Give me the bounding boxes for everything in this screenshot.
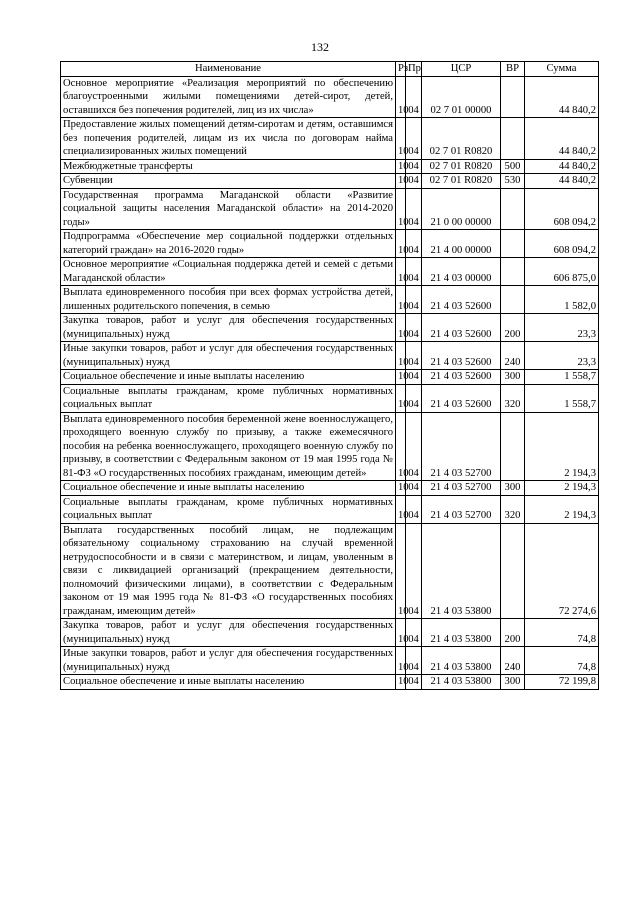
row-sum: 74,8 [525, 619, 599, 647]
row-rz: 10 [396, 675, 406, 690]
row-csr: 21 4 03 52600 [422, 384, 501, 412]
row-vr: 200 [501, 314, 525, 342]
row-name: Субвенции [61, 174, 396, 189]
row-csr: 02 7 01 R0820 [422, 118, 501, 160]
table-row [61, 118, 599, 160]
table-row [61, 370, 599, 385]
row-rz: 10 [396, 118, 406, 160]
row-rz: 10 [396, 481, 406, 496]
row-vr: 530 [501, 174, 525, 189]
row-name: Социальные выплаты гражданам, кроме публичных нормативных социальных выплат [61, 384, 396, 412]
row-vr: 300 [501, 481, 525, 496]
row-name: Социальное обеспечение и иные выплаты населению [61, 675, 396, 690]
row-name: Выплата единовременного пособия беременной жене военнослужащего, проходящего военную службу по призыву, а также ежемесячного пособия на ребенка военнослужащего, проходящего военную службу по призыву, в соответствии с Федеральным законом от 19 мая 1995 года № 81-ФЗ «О государственных пособиях гражданам, имеющим детей» [61, 412, 396, 481]
row-csr: 21 4 03 52700 [422, 412, 501, 481]
row-sum: 44 840,2 [525, 174, 599, 189]
row-name: Социальное обеспечение и иные выплаты населению [61, 481, 396, 496]
row-vr: 240 [501, 647, 525, 675]
row-rz: 10 [396, 230, 406, 258]
row-csr: 21 4 03 00000 [422, 258, 501, 286]
row-sum: 1 582,0 [525, 286, 599, 314]
row-pr: 04 [406, 342, 422, 370]
row-sum: 23,3 [525, 314, 599, 342]
row-rz: 10 [396, 258, 406, 286]
row-csr: 21 4 00 00000 [422, 230, 501, 258]
row-vr [501, 412, 525, 481]
table-row [61, 495, 599, 523]
row-csr: 21 4 03 52600 [422, 370, 501, 385]
row-csr: 21 4 03 53800 [422, 647, 501, 675]
table-row [61, 384, 599, 412]
row-sum: 23,3 [525, 342, 599, 370]
row-sum: 608 094,2 [525, 230, 599, 258]
row-rz: 10 [396, 174, 406, 189]
row-pr: 04 [406, 412, 422, 481]
row-csr: 21 4 03 52600 [422, 314, 501, 342]
row-csr: 21 0 00 00000 [422, 188, 501, 230]
row-csr: 21 4 03 52700 [422, 481, 501, 496]
row-sum: 44 840,2 [525, 159, 599, 174]
row-pr: 04 [406, 523, 422, 619]
row-sum: 2 194,3 [525, 481, 599, 496]
page-number: 132 [311, 40, 329, 54]
table-row [61, 647, 599, 675]
row-sum: 72 274,6 [525, 523, 599, 619]
row-rz: 10 [396, 412, 406, 481]
row-pr: 04 [406, 286, 422, 314]
table-row [61, 314, 599, 342]
row-name: Предоставление жилых помещений детям-сиротам и детям, оставшимся без попечения родителей, лицам из их числа по договорам найма специализированных жилых помещений [61, 118, 396, 160]
row-rz: 10 [396, 370, 406, 385]
header-pr: Пр [406, 62, 422, 77]
row-name: Подпрограмма «Обеспечение мер социальной поддержки отдельных категорий граждан» на 2016-2020 годы» [61, 230, 396, 258]
row-csr: 21 4 03 53800 [422, 619, 501, 647]
row-rz: 10 [396, 523, 406, 619]
row-vr [501, 230, 525, 258]
row-pr: 04 [406, 174, 422, 189]
table-row [61, 188, 599, 230]
table-row [61, 286, 599, 314]
row-pr: 04 [406, 159, 422, 174]
row-sum: 74,8 [525, 647, 599, 675]
row-vr: 320 [501, 384, 525, 412]
row-pr: 04 [406, 481, 422, 496]
table-row [61, 159, 599, 174]
row-pr: 04 [406, 188, 422, 230]
row-name: Социальные выплаты гражданам, кроме публичных нормативных социальных выплат [61, 495, 396, 523]
row-pr: 04 [406, 647, 422, 675]
budget-table [60, 61, 599, 690]
row-pr: 04 [406, 619, 422, 647]
table-row [61, 258, 599, 286]
row-rz: 10 [396, 647, 406, 675]
table-row [61, 412, 599, 481]
row-vr [501, 523, 525, 619]
header-name: Наименование [61, 62, 396, 77]
table-row [61, 76, 599, 118]
row-name: Иные закупки товаров, работ и услуг для обеспечения государственных (муниципальных) нужд [61, 647, 396, 675]
table-row [61, 675, 599, 690]
header-csr: ЦСР [422, 62, 501, 77]
row-name: Основное мероприятие «Социальная поддержка детей и семей с детьми Магаданской области» [61, 258, 396, 286]
table-header-row [61, 62, 599, 77]
row-rz: 10 [396, 314, 406, 342]
header-sum: Сумма [525, 62, 599, 77]
row-rz: 10 [396, 342, 406, 370]
row-pr: 04 [406, 675, 422, 690]
row-sum: 2 194,3 [525, 412, 599, 481]
row-name: Социальное обеспечение и иные выплаты населению [61, 370, 396, 385]
table-row [61, 481, 599, 496]
row-pr: 04 [406, 314, 422, 342]
table-row [61, 523, 599, 619]
table-row [61, 342, 599, 370]
row-csr: 02 7 01 R0820 [422, 159, 501, 174]
row-rz: 10 [396, 286, 406, 314]
row-vr: 240 [501, 342, 525, 370]
row-rz: 10 [396, 619, 406, 647]
row-csr: 02 7 01 00000 [422, 76, 501, 118]
table-row [61, 174, 599, 189]
row-name: Государственная программа Магаданской области «Развитие социальной защиты населения Магаданской области» на 2014-2020 годы» [61, 188, 396, 230]
row-vr [501, 258, 525, 286]
row-vr: 200 [501, 619, 525, 647]
row-pr: 04 [406, 258, 422, 286]
row-csr: 21 4 03 52700 [422, 495, 501, 523]
row-sum: 72 199,8 [525, 675, 599, 690]
row-sum: 1 558,7 [525, 370, 599, 385]
row-pr: 04 [406, 370, 422, 385]
row-csr: 21 4 03 52600 [422, 342, 501, 370]
row-name: Закупка товаров, работ и услуг для обеспечения государственных (муниципальных) нужд [61, 619, 396, 647]
row-name: Иные закупки товаров, работ и услуг для обеспечения государственных (муниципальных) нужд [61, 342, 396, 370]
row-vr: 300 [501, 675, 525, 690]
row-pr: 04 [406, 76, 422, 118]
row-rz: 10 [396, 188, 406, 230]
row-vr [501, 188, 525, 230]
row-vr: 320 [501, 495, 525, 523]
row-name: Закупка товаров, работ и услуг для обеспечения государственных (муниципальных) нужд [61, 314, 396, 342]
row-sum: 44 840,2 [525, 76, 599, 118]
row-vr: 500 [501, 159, 525, 174]
header-vr: ВР [501, 62, 525, 77]
row-name: Выплата государственных пособий лицам, не подлежащим обязательному социальному страхованию на случай временной нетрудоспособности и в связи с материнством, и лицам, уволенным в связи с ликвидацией организаций (прекращением деятельности, полномочий физическими лицами), в соответствии с Федеральным законом от 19 мая 1995 года № 81-ФЗ «О государственных пособиях гражданам, имеющим детей» [61, 523, 396, 619]
row-name: Основное мероприятие «Реализация мероприятий по обеспечению благоустроенными жилыми помещениями детей-сирот, детей, оставшихся без попечения родителей, лиц из их числа» [61, 76, 396, 118]
row-sum: 44 840,2 [525, 118, 599, 160]
row-vr [501, 118, 525, 160]
row-rz: 10 [396, 495, 406, 523]
row-sum: 2 194,3 [525, 495, 599, 523]
header-rz: Рз [396, 62, 406, 77]
row-rz: 10 [396, 76, 406, 118]
row-csr: 02 7 01 R0820 [422, 174, 501, 189]
row-vr: 300 [501, 370, 525, 385]
row-csr: 21 4 03 52600 [422, 286, 501, 314]
row-pr: 04 [406, 495, 422, 523]
table-row [61, 619, 599, 647]
row-vr [501, 286, 525, 314]
row-pr: 04 [406, 118, 422, 160]
row-rz: 10 [396, 384, 406, 412]
row-vr [501, 76, 525, 118]
row-sum: 608 094,2 [525, 188, 599, 230]
row-sum: 1 558,7 [525, 384, 599, 412]
row-rz: 10 [396, 159, 406, 174]
row-csr: 21 4 03 53800 [422, 523, 501, 619]
table-row [61, 230, 599, 258]
row-sum: 606 875,0 [525, 258, 599, 286]
row-name: Выплата единовременного пособия при всех формах устройства детей, лишенных родительского попечения, в семью [61, 286, 396, 314]
row-pr: 04 [406, 384, 422, 412]
row-pr: 04 [406, 230, 422, 258]
row-csr: 21 4 03 53800 [422, 675, 501, 690]
row-name: Межбюджетные трансферты [61, 159, 396, 174]
